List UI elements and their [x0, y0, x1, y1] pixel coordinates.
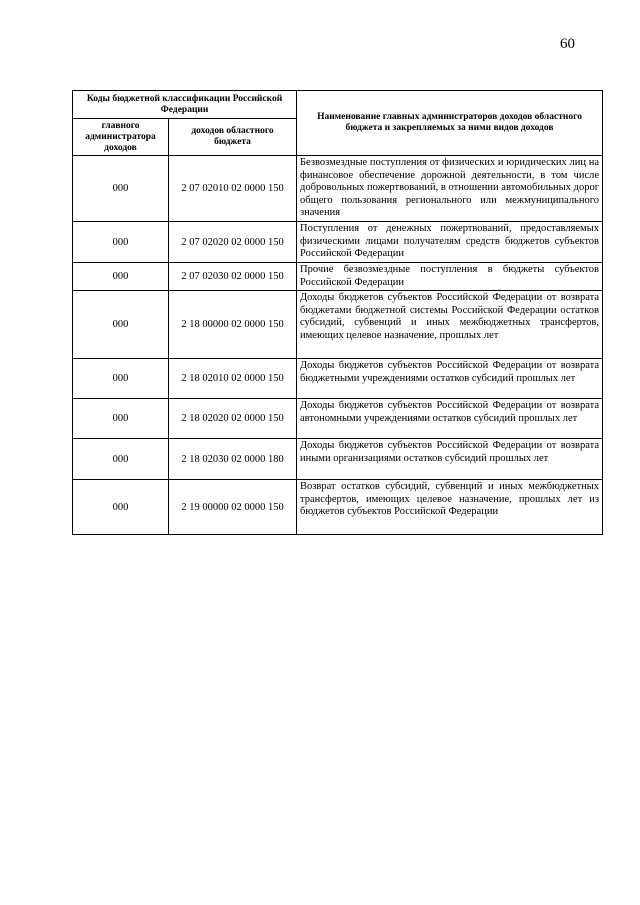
income-name-cell: Доходы бюджетов субъектов Российской Федерации от возврата бюджетами бюджетной системы Российской Федерации остатков субсидий, субвенций и иных межбюджетных трансфертов, имеющих целевое назначение, прошлых лет	[297, 291, 603, 359]
table-row	[73, 439, 603, 480]
admin-code-cell: 000	[73, 359, 169, 399]
header-income-column: доходов областного бюджета	[169, 119, 297, 156]
income-code-cell: 2 07 02030 02 0000 150	[169, 263, 297, 291]
admin-code-cell: 000	[73, 439, 169, 480]
income-name-cell: Возврат остатков субсидий, субвенций и иных межбюджетных трансфертов, имеющих целевое назначение, прошлых лет из бюджетов субъектов Российской Федерации	[297, 480, 603, 535]
income-name-cell: Доходы бюджетов субъектов Российской Федерации от возврата иными организациями остатков субсидий прошлых лет	[297, 439, 603, 480]
page-number: 60	[560, 36, 575, 52]
income-code-cell: 2 19 00000 02 0000 150	[169, 480, 297, 535]
income-code-cell: 2 18 02020 02 0000 150	[169, 399, 297, 439]
table-row	[73, 359, 603, 399]
admin-code-cell: 000	[73, 480, 169, 535]
table-row	[73, 222, 603, 263]
table-row	[73, 399, 603, 439]
income-name-cell: Доходы бюджетов субъектов Российской Федерации от возврата бюджетными учреждениями остатков субсидий прошлых лет	[297, 359, 603, 399]
income-code-cell: 2 07 02020 02 0000 150	[169, 222, 297, 263]
income-code-cell: 2 07 02010 02 0000 150	[169, 156, 297, 222]
budget-classification-table	[72, 90, 603, 535]
table-row	[73, 156, 603, 222]
income-name-cell: Прочие безвозмездные поступления в бюджеты субъектов Российской Федерации	[297, 263, 603, 291]
income-code-cell: 2 18 02010 02 0000 150	[169, 359, 297, 399]
income-name-cell: Безвозмездные поступления от физических и юридических лиц на финансовое обеспечение дорожной деятельности, в том числе добровольных пожертвований, в отношении автомобильных дорог общего пользования регионального или межмуниципального значения	[297, 156, 603, 222]
admin-code-cell: 000	[73, 222, 169, 263]
header-group-title: Коды бюджетной классификации Российской Федерации	[73, 91, 297, 119]
income-code-cell: 2 18 02030 02 0000 180	[169, 439, 297, 480]
admin-code-cell: 000	[73, 399, 169, 439]
income-name-cell: Поступления от денежных пожертвований, предоставляемых физическими лицами получателям средств бюджетов субъектов Российской Федерации	[297, 222, 603, 263]
admin-code-cell: 000	[73, 291, 169, 359]
income-code-cell: 2 18 00000 02 0000 150	[169, 291, 297, 359]
table-row	[73, 291, 603, 359]
table-row	[73, 263, 603, 291]
header-admin-column: главного администратора доходов	[73, 119, 169, 156]
admin-code-cell: 000	[73, 263, 169, 291]
admin-code-cell: 000	[73, 156, 169, 222]
header-name-column: Наименование главных администраторов доходов областного бюджета и закрепляемых за ними видов доходов	[297, 91, 603, 156]
income-name-cell: Доходы бюджетов субъектов Российской Федерации от возврата автономными учреждениями остатков субсидий прошлых лет	[297, 399, 603, 439]
table-row	[73, 480, 603, 535]
